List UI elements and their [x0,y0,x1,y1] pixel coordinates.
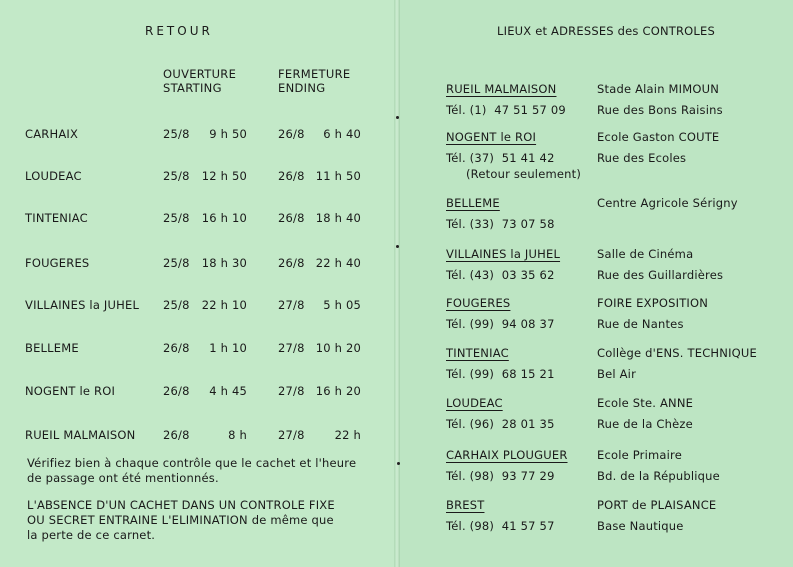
row-open-date: 25/8 [163,169,190,183]
control-phone: Tél. (98) 41 57 57 [446,519,555,533]
row-close-time: 22 h 40 [315,256,361,270]
control-phone: Tél. (33) 73 07 58 [446,217,555,231]
row-close-date: 27/8 [278,341,305,355]
row-open-time: 12 h 50 [201,169,247,183]
row-close-date: 27/8 [278,428,305,442]
warning-line1: L'ABSENCE D'UN CACHET DANS UN CONTROLE FIXE [27,498,335,512]
row-open-time: 16 h 10 [201,211,247,225]
control-venue: PORT de PLAISANCE [597,498,717,512]
row-close-date: 26/8 [278,127,305,141]
opening-header-en: STARTING [163,81,222,95]
row-close-time: 18 h 40 [315,211,361,225]
control-venue: FOIRE EXPOSITION [597,296,709,310]
control-place: FOUGERES [446,296,511,310]
control-street: Bd. de la République [597,469,720,483]
row-place: RUEIL MALMAISON [25,428,136,442]
control-phone: Tél. (99) 94 08 37 [446,317,555,331]
control-phone: Tél. (98) 93 77 29 [446,469,555,483]
control-place: CARHAIX PLOUGUER [446,448,568,462]
row-close-time: 5 h 05 [323,298,361,312]
check-note-line2: de passage ont été mentionnés. [27,471,219,485]
control-venue: Ecole Ste. ANNE [597,396,694,410]
closing-header-en: ENDING [278,81,326,95]
addresses-title: LIEUX et ADRESSES des CONTROLES [497,24,716,38]
row-place: CARHAIX [25,127,79,141]
row-open-time: 9 h 50 [209,127,247,141]
warning-line3: la perte de ce carnet. [27,528,156,542]
control-phone: Tél. (1) 47 51 57 09 [446,103,566,117]
control-phone: Tél. (96) 28 01 35 [446,417,555,431]
row-place: FOUGERES [25,256,90,270]
closing-header-fr: FERMETURE [278,67,351,81]
control-place: NOGENT le ROI [446,130,537,144]
control-venue: Stade Alain MIMOUN [597,82,720,96]
control-venue: Salle de Cinéma [597,247,694,261]
row-open-date: 25/8 [163,127,190,141]
row-close-date: 26/8 [278,169,305,183]
row-place: VILLAINES la JUHEL [25,298,140,312]
control-street: Rue des Bons Raisins [597,103,723,117]
control-street: Base Nautique [597,519,684,533]
row-close-date: 27/8 [278,298,305,312]
control-venue: Ecole Gaston COUTE [597,130,720,144]
row-open-date: 26/8 [163,384,190,398]
control-place: TINTENIAC [446,346,509,360]
row-open-date: 26/8 [163,341,190,355]
check-note-line1: Vérifiez bien à chaque contrôle que le cachet et l'heure [27,456,357,470]
control-place: RUEIL MALMAISON [446,82,557,96]
row-place: BELLEME [25,341,79,355]
row-close-time: 6 h 40 [323,127,361,141]
retour-title: RETOUR [145,24,213,38]
control-street: Rue de la Chèze [597,417,693,431]
page-fold [394,0,400,567]
row-close-time: 10 h 20 [315,341,361,355]
control-place: BREST [446,498,485,512]
row-open-time: 8 h [228,428,247,442]
staple-mark [396,116,399,119]
staple-mark [397,462,400,465]
row-open-date: 26/8 [163,428,190,442]
row-close-date: 26/8 [278,256,305,270]
row-open-time: 4 h 45 [209,384,247,398]
row-close-time: 11 h 50 [315,169,361,183]
control-street: Rue des Guillardières [597,268,724,282]
row-place: LOUDEAC [25,169,82,183]
row-close-time: 16 h 20 [315,384,361,398]
row-place: NOGENT le ROI [25,384,116,398]
control-street: Rue des Ecoles [597,151,687,165]
row-close-date: 26/8 [278,211,305,225]
row-open-time: 1 h 10 [209,341,247,355]
control-place: LOUDEAC [446,396,503,410]
control-phone: Tél. (99) 68 15 21 [446,367,555,381]
control-street: Rue de Nantes [597,317,684,331]
control-street: Bel Air [597,367,637,381]
control-venue: Collège d'ENS. TECHNIQUE [597,346,757,360]
control-note: (Retour seulement) [466,167,582,181]
control-phone: Tél. (43) 03 35 62 [446,268,555,282]
warning-line2: OU SECRET ENTRAINE L'ELIMINATION de même que [27,513,334,527]
row-open-date: 25/8 [163,256,190,270]
row-open-date: 25/8 [163,211,190,225]
control-place: BELLEME [446,196,500,210]
row-close-date: 27/8 [278,384,305,398]
row-open-date: 25/8 [163,298,190,312]
control-place: VILLAINES la JUHEL [446,247,561,261]
control-venue: Centre Agricole Sérigny [597,196,738,210]
row-close-time: 22 h [334,428,361,442]
staple-mark [396,245,399,248]
row-open-time: 18 h 30 [201,256,247,270]
control-phone: Tél. (37) 51 41 42 [446,151,555,165]
control-venue: Ecole Primaire [597,448,683,462]
opening-header-fr: OUVERTURE [163,67,237,81]
row-place: TINTENIAC [25,211,88,225]
row-open-time: 22 h 10 [201,298,247,312]
